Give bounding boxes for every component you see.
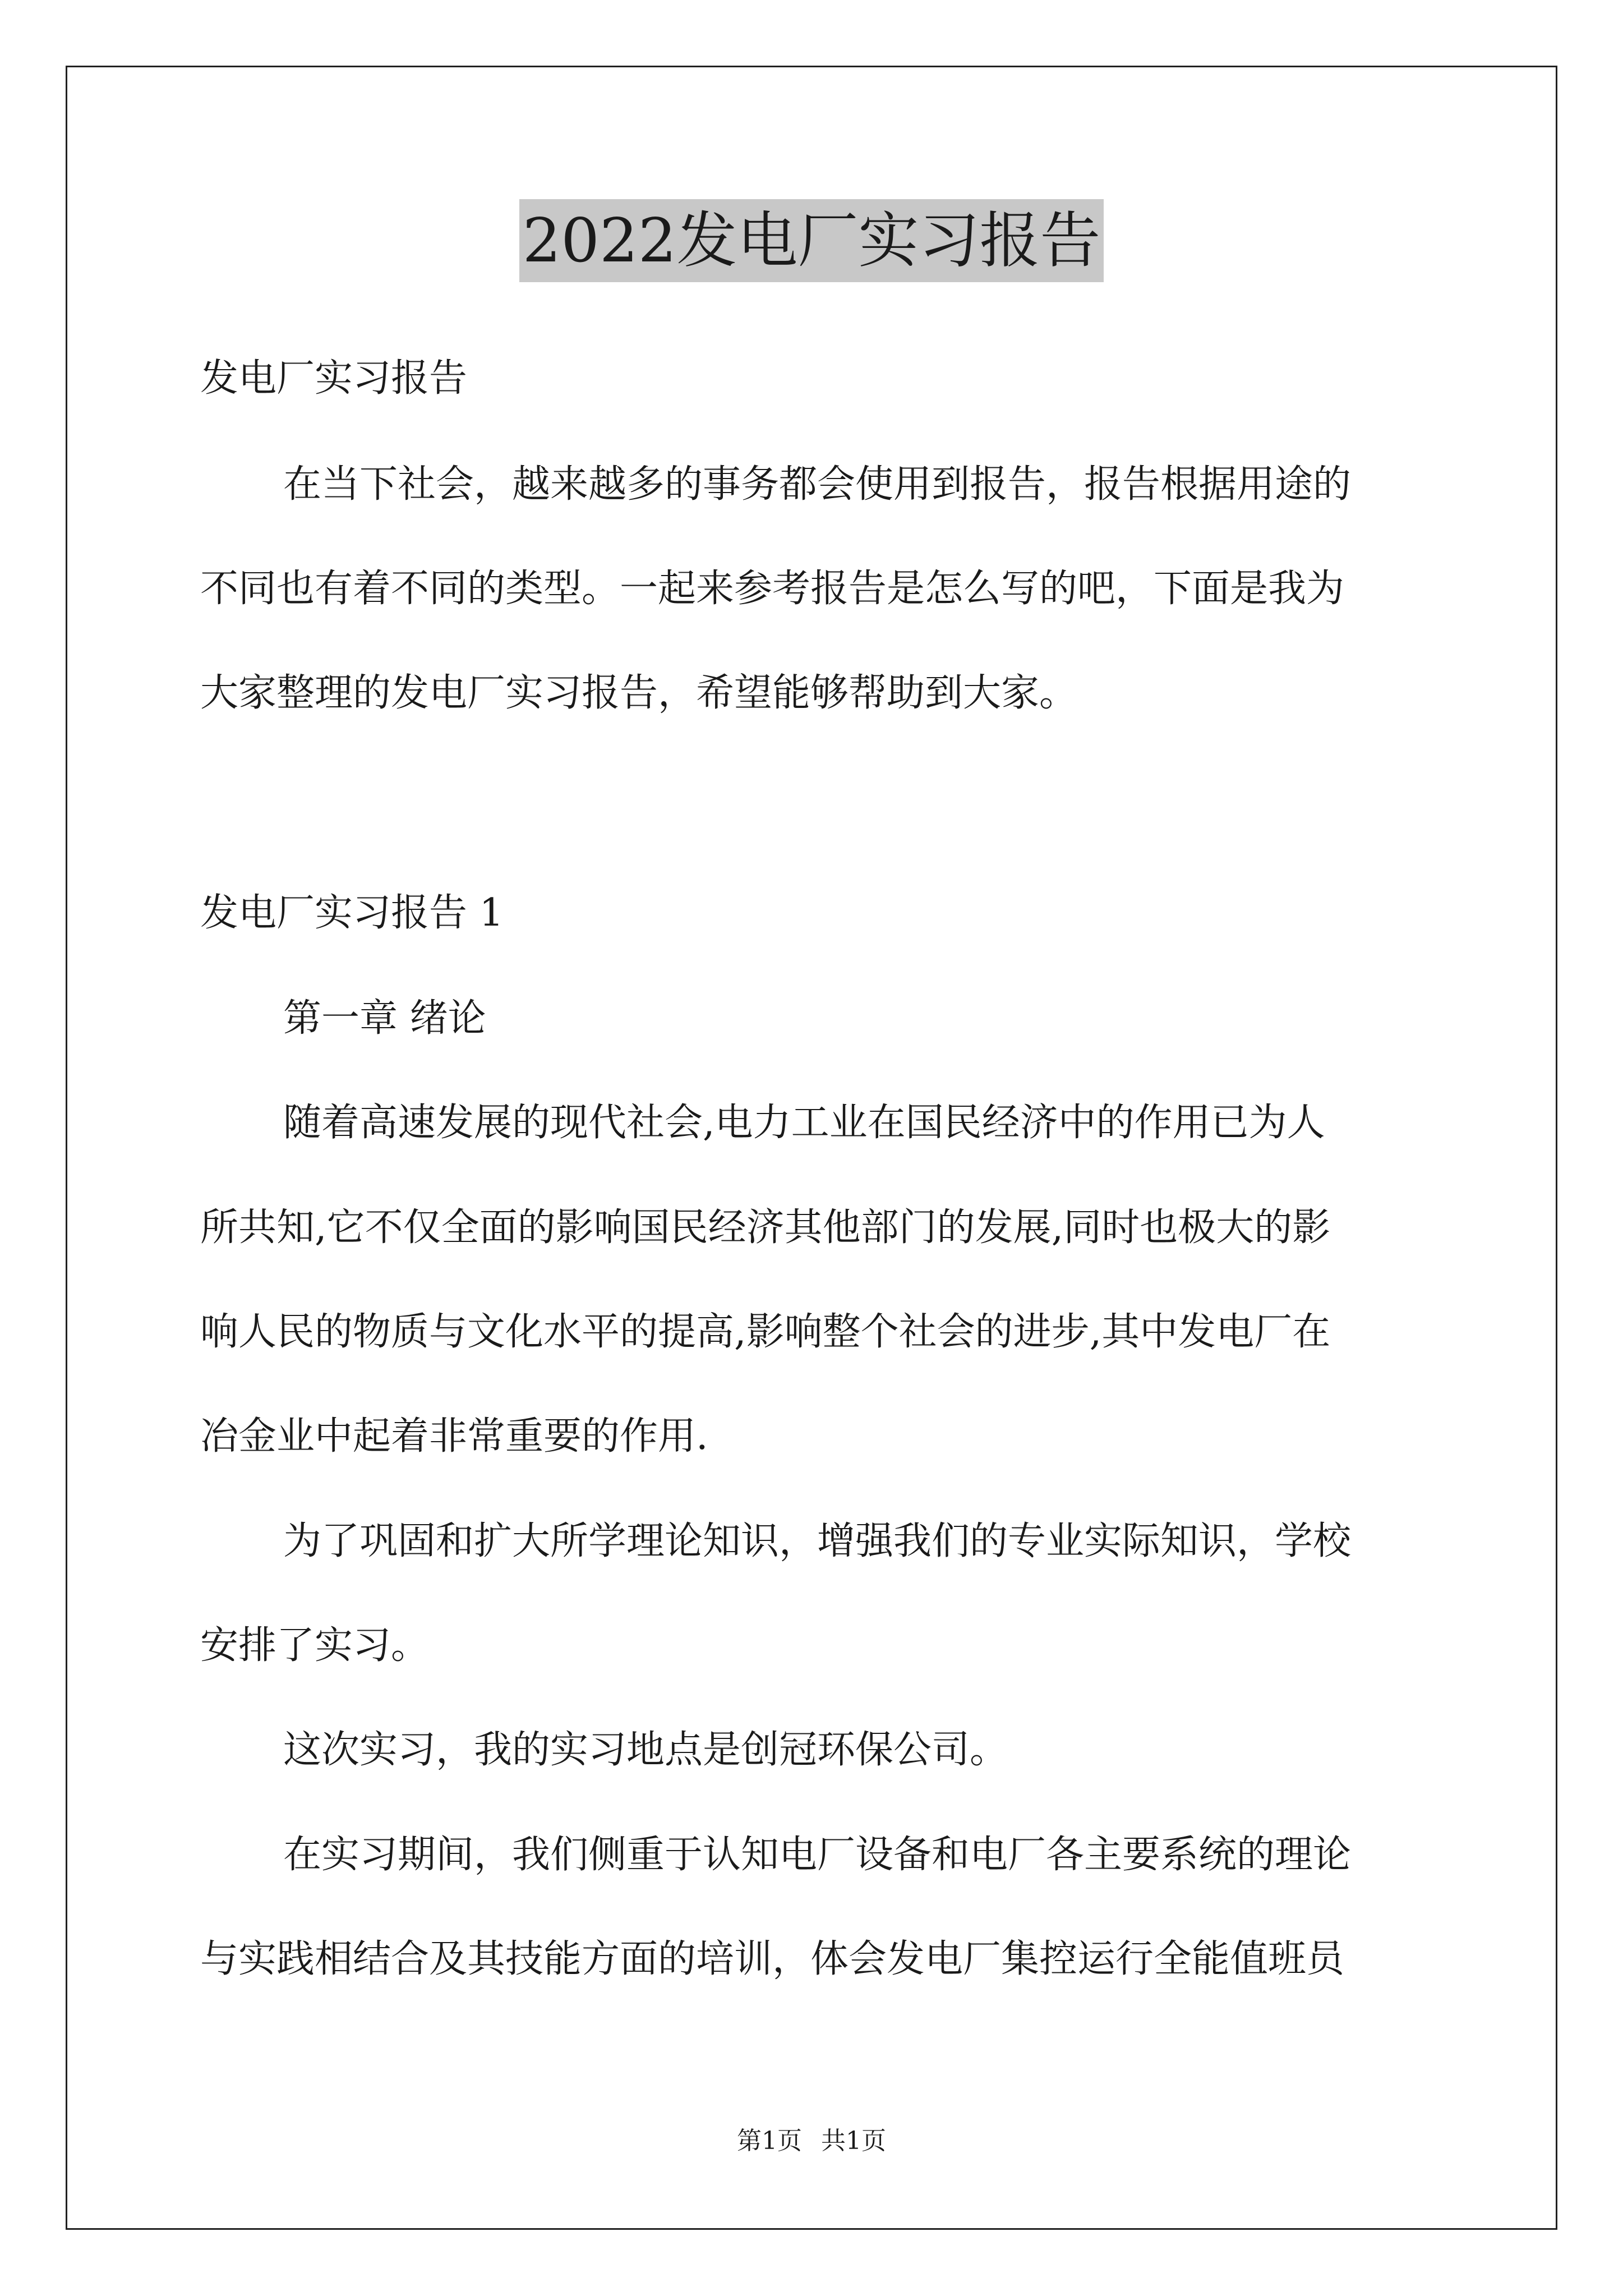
- para3-line-1: 这次实习，我的实习地点是创冠环保公司。: [283, 1728, 1008, 1772]
- section-heading: 发电厂实习报告 1: [200, 891, 504, 935]
- para1-line-3: 响人民的物质与文化水平的提高,影响整个社会的进步,其中发电厂在: [200, 1310, 1331, 1354]
- para1-line-4: 冶金业中起着非常重要的作用.: [200, 1414, 708, 1458]
- para2-line-2: 安排了实习。: [200, 1623, 430, 1668]
- para4-line-2: 与实践相结合及其技能方面的培训，体会发电厂集控运行全能值班员: [200, 1937, 1345, 1981]
- intro-line-2: 不同也有着不同的类型。一起来参考报告是怎么写的吧，下面是我为: [200, 567, 1345, 611]
- para2-line-1: 为了巩固和扩大所学理论知识，增强我们的专业实际知识，学校: [283, 1519, 1352, 1563]
- document-title: 2022发电厂实习报告: [519, 199, 1104, 282]
- page-total: 共1页: [821, 2127, 886, 2155]
- para1-line-1: 随着高速发展的现代社会,电力工业在国民经济中的作用已为人: [283, 1101, 1325, 1145]
- document-subtitle: 发电厂实习报告: [200, 356, 468, 401]
- intro-line-3: 大家整理的发电厂实习报告，希望能够帮助到大家。: [200, 671, 1078, 715]
- para1-line-2: 所共知,它不仅全面的影响国民经济其他部门的发展,同时也极大的影: [200, 1205, 1331, 1250]
- chapter-heading: 第一章 绪论: [283, 996, 486, 1041]
- intro-line-1: 在当下社会，越来越多的事务都会使用到报告，报告根据用途的: [283, 462, 1352, 507]
- page-number: 第1页: [737, 2127, 802, 2155]
- para4-line-1: 在实习期间，我们侧重于认知电厂设备和电厂各主要系统的理论: [283, 1833, 1352, 1877]
- page-footer: [0, 2126, 1623, 2156]
- title-container: [0, 199, 1623, 282]
